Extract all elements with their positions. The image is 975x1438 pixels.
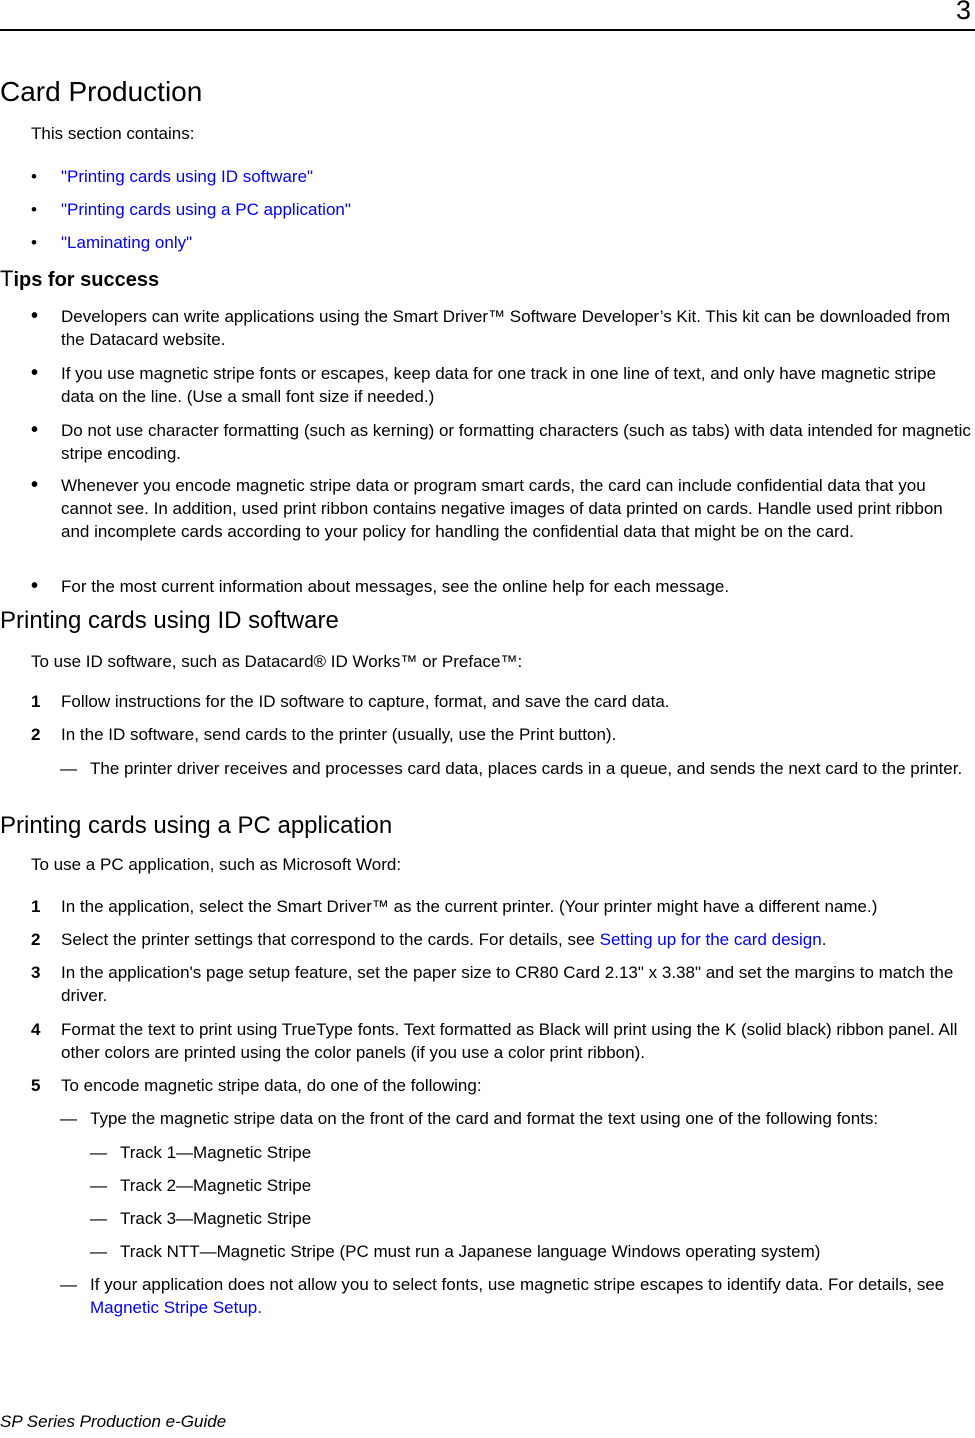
step-text: In the application, select the Smart Driver™ as the current printer. (Your printer might have a different name.) bbox=[61, 897, 878, 916]
bullet-marker: • bbox=[31, 167, 37, 186]
step-text: In the ID software, send cards to the printer (usually, use the Print button). bbox=[61, 725, 617, 744]
intro-text: This section contains: bbox=[31, 124, 195, 143]
dash-marker: — bbox=[90, 1209, 107, 1228]
step-number: 4 bbox=[31, 1020, 41, 1039]
step-text: To encode magnetic stripe data, do one of the following: bbox=[61, 1076, 482, 1095]
page-number: 3 bbox=[955, 0, 971, 25]
pc-app-intro: To use a PC application, such as Microsoft Word: bbox=[31, 855, 402, 874]
bullet-marker: • bbox=[31, 362, 39, 384]
link-card-design[interactable]: Setting up for the card design bbox=[599, 930, 822, 949]
dash-marker: — bbox=[90, 1176, 107, 1195]
step-text-prefix: Select the printer settings that correspond to the cards. For details, see bbox=[61, 930, 600, 949]
tips-heading bbox=[0, 266, 159, 293]
font-name: Track 2—Magnetic Stripe bbox=[120, 1176, 312, 1195]
dash-marker: — bbox=[90, 1242, 107, 1261]
option-text: Type the magnetic stripe data on the front of the card and format the text using one of the following fonts: bbox=[90, 1109, 879, 1128]
step-number: 1 bbox=[31, 692, 41, 711]
toc-link-pc-application[interactable]: "Printing cards using a PC application" bbox=[61, 200, 351, 219]
dash-marker: — bbox=[60, 1275, 77, 1294]
tip-text: Developers can write applications using the Smart Driver™ Software Developer’s Kit. This kit can be downloaded from the Datacard website. bbox=[61, 307, 951, 349]
option-text-prefix: If your application does not allow you to select fonts, use magnetic stripe escapes to identify data. For details, see bbox=[90, 1275, 945, 1294]
toc-link-laminating[interactable]: "Laminating only" bbox=[61, 233, 193, 252]
font-name: Track 3—Magnetic Stripe bbox=[120, 1209, 312, 1228]
tip-text: Do not use character formatting (such as kerning) or formatting characters (such as tabs) with data intended for magnetic stripe encoding. bbox=[61, 421, 971, 463]
step-number: 3 bbox=[31, 963, 41, 982]
tip-text: Whenever you encode magnetic stripe data or program smart cards, the card can include confidential data that you cannot see. In addition, used print ribbon contains negative images of data printed on cards. Handle used print ribbon and incomplete cards according to your policy for handling the confidential data that might be on the card. bbox=[61, 476, 943, 541]
id-software-intro: To use ID software, such as Datacard® ID Works™ or Preface™: bbox=[31, 652, 523, 671]
bullet-marker: • bbox=[31, 419, 39, 441]
dash-marker: — bbox=[90, 1143, 107, 1162]
step-number: 2 bbox=[31, 930, 41, 949]
step-text-suffix: . bbox=[821, 930, 827, 949]
option-text bbox=[90, 1273, 965, 1319]
bullet-marker: • bbox=[31, 200, 37, 219]
tip-text: For the most current information about messages, see the online help for each message. bbox=[61, 577, 730, 596]
step-number: 5 bbox=[31, 1076, 41, 1095]
tips-heading-initial: T bbox=[0, 266, 14, 291]
note-text: The printer driver receives and processes card data, places cards in a queue, and sends the next card to the printer. bbox=[90, 759, 963, 778]
footer-guide-title: SP Series Production e-Guide bbox=[0, 1412, 227, 1431]
step-number: 2 bbox=[31, 725, 41, 744]
bullet-marker: • bbox=[31, 575, 39, 597]
bullet-marker: • bbox=[31, 233, 37, 252]
font-name: Track NTT—Magnetic Stripe (PC must run a Japanese language Windows operating system) bbox=[120, 1242, 821, 1261]
tip-text: If you use magnetic stripe fonts or escapes, keep data for one track in one line of text, and only have magnetic stripe data on the line. (Use a small font size if needed.) bbox=[61, 364, 937, 406]
step-text bbox=[61, 928, 971, 951]
id-software-heading: Printing cards using ID software bbox=[0, 607, 339, 634]
toc-link-id-software[interactable]: "Printing cards using ID software" bbox=[61, 167, 314, 186]
option-text-suffix: . bbox=[257, 1298, 262, 1317]
link-magnetic-stripe-setup[interactable]: Magnetic Stripe Setup bbox=[90, 1298, 258, 1317]
tips-heading-rest: ips for success bbox=[13, 269, 160, 291]
step-text: Follow instructions for the ID software to capture, format, and save the card data. bbox=[61, 692, 670, 711]
header-rule bbox=[0, 29, 975, 31]
dash-marker: — bbox=[60, 759, 77, 778]
bullet-marker: • bbox=[31, 474, 39, 496]
step-number: 1 bbox=[31, 897, 41, 916]
page-title: Card Production bbox=[0, 76, 203, 107]
dash-marker: — bbox=[60, 1109, 77, 1128]
pc-app-heading: Printing cards using a PC application bbox=[0, 812, 393, 839]
bullet-marker: • bbox=[31, 305, 39, 327]
step-text: In the application's page setup feature, set the paper size to CR80 Card 2.13" x 3.38" and set the margins to match the driver. bbox=[61, 963, 954, 1005]
font-name: Track 1—Magnetic Stripe bbox=[120, 1143, 312, 1162]
step-text: Format the text to print using TrueType fonts. Text formatted as Black will print using the K (solid black) ribbon panel. All other colors are printed using the color panels (if you use a color print ribbon). bbox=[61, 1020, 958, 1062]
